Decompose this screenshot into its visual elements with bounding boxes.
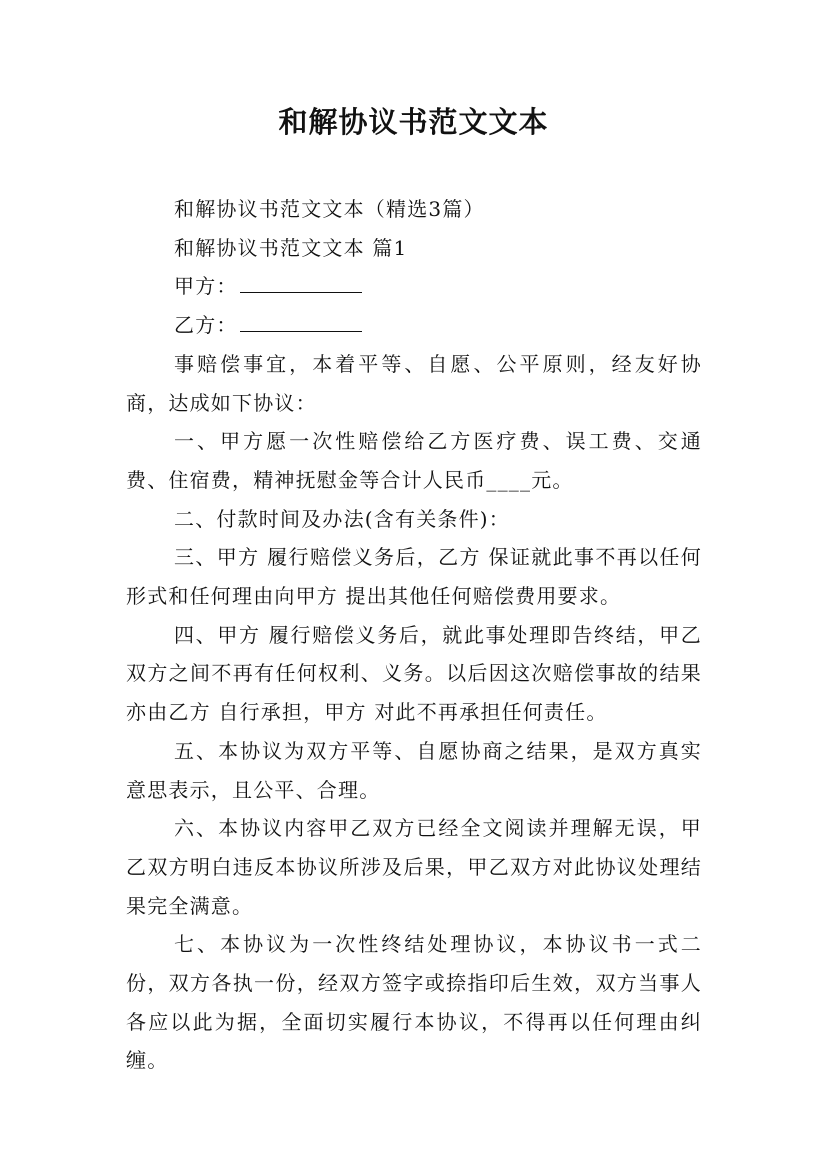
clause-2-paragraph: 二、付款时间及办法(含有关条件)：: [174, 506, 511, 531]
party-a-line: [126, 267, 702, 306]
intro-paragraph: 事赔偿事宜，本着平等、自愿、公平原则，经友好协商，达成如下协议：: [126, 351, 702, 415]
heading-paragraph: 和解协议书范文文本 篇1: [174, 235, 408, 260]
clause-7-paragraph: 七、本协议为一次性终结处理协议，本协议书一式二份，双方各执一份，经双方签字或捺指印后生效，双方当事人各应以此为据，全面切实履行本协议，不得再以任何理由纠缠。: [126, 932, 702, 1073]
subtitle-paragraph: 和解协议书范文文本（精选3篇）: [174, 197, 485, 221]
clause-3-paragraph: 三、甲方 履行赔偿义务后，乙方 保证就此事不再以任何形式和任何理由向甲方 提出其他任何赔偿费用要求。: [126, 545, 702, 609]
party-a-blank: [240, 274, 362, 293]
clause-6-paragraph: 六、本协议内容甲乙双方已经全文阅读并理解无误，甲乙双方明白违反本协议所涉及后果，甲乙双方对此协议处理结果完全满意。: [126, 816, 702, 918]
party-b-line: [126, 306, 702, 345]
clause-5-paragraph: 五、本协议为双方平等、自愿协商之结果，是双方真实意思表示，且公平、合理。: [126, 738, 702, 802]
document-body: [126, 190, 702, 1080]
party-a-label: 甲方：: [174, 274, 238, 299]
party-b-blank: [240, 313, 362, 332]
party-b-label: 乙方：: [174, 313, 238, 338]
clause-4-paragraph: 四、甲方 履行赔偿义务后，就此事处理即告终结，甲乙双方之间不再有任何权利、义务。以后因这次赔偿事故的结果亦由乙方 自行承担，甲方 对此不再承担任何责任。: [126, 622, 702, 725]
clause-1-paragraph: 一、甲方愿一次性赔偿给乙方医疗费、误工费、交通费、住宿费，精神抚慰金等合计人民币____元。: [126, 429, 702, 492]
document-title: 和解协议书范文文本: [278, 105, 549, 139]
